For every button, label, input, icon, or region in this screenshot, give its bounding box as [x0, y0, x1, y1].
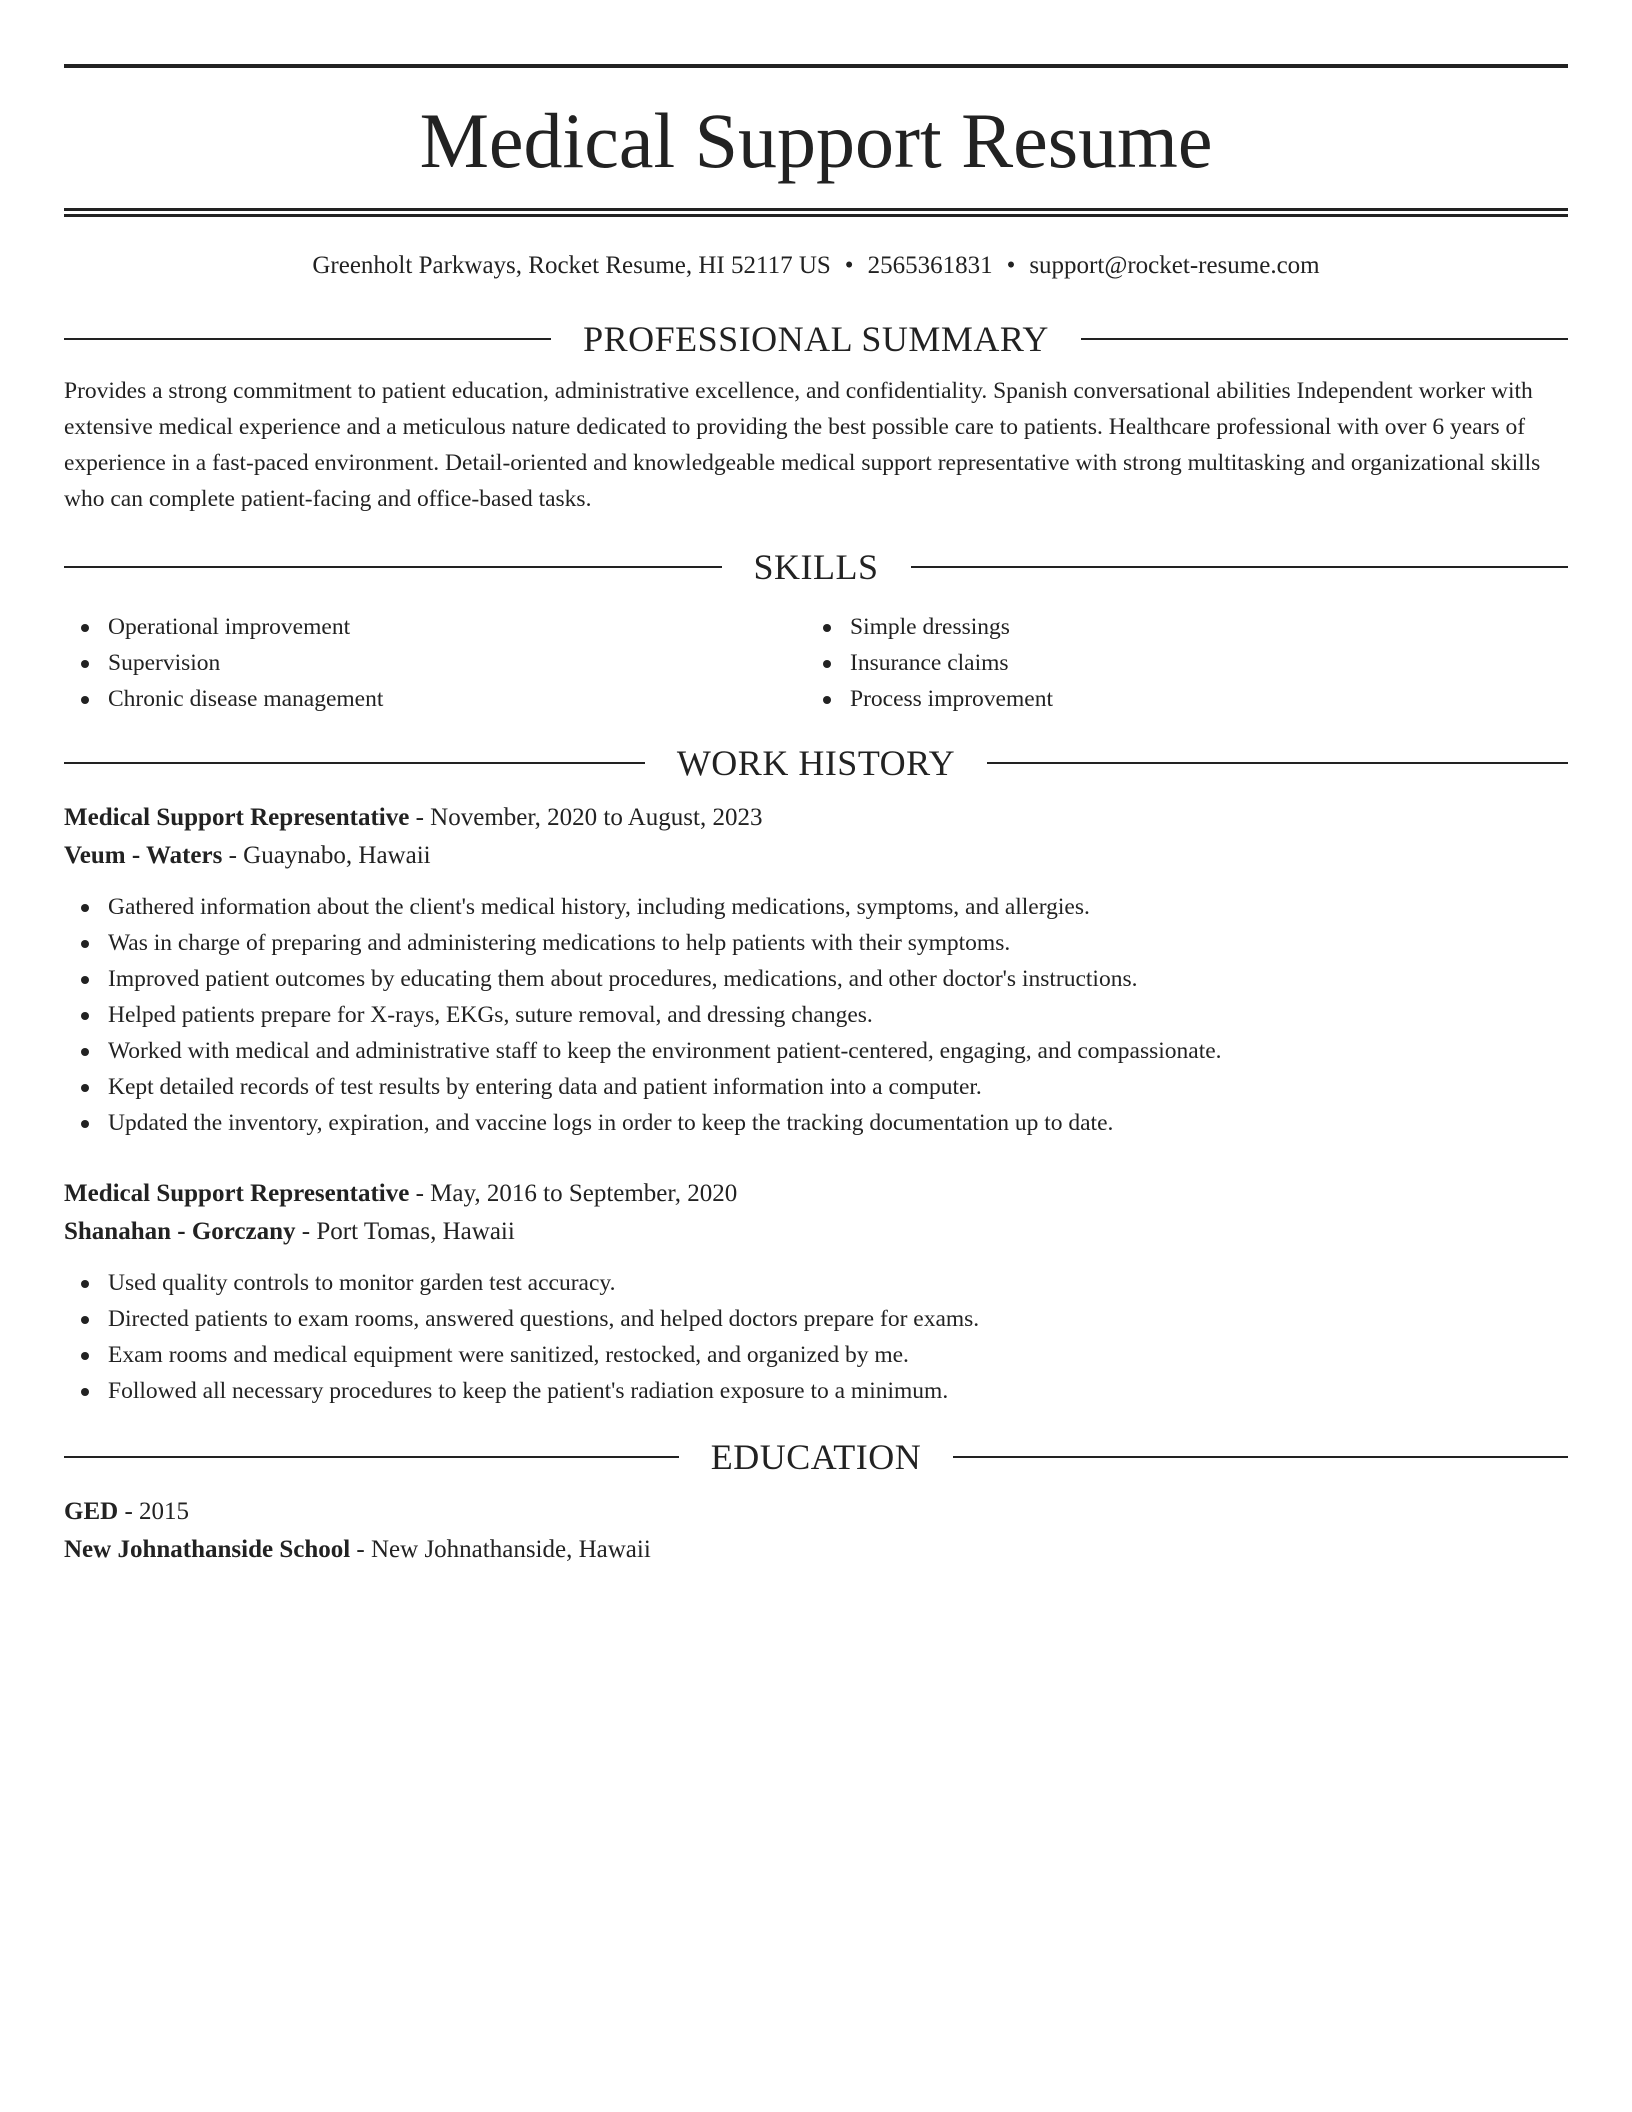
list-item: Updated the inventory, expiration, and vaccine logs in order to keep the tracking documentation up to date.: [64, 1105, 1568, 1141]
section-heading-skills: [64, 547, 1568, 587]
summary-text: Provides a strong commitment to patient education, administrative excellence, and confidentiality. Spanish conversational abilities Independent worker with extensive medical experience and a meticulous nature dedicated to providing the best possible care to patients. Healthcare professional with over 6 years of experience in a fast-paced environment. Detail-oriented and knowledgeable medical support representative with strong multitasking and organizational skills who can complete patient-facing and office-based tasks.: [64, 378, 1541, 512]
job-company: Veum - Waters: [64, 842, 223, 869]
degree: GED: [64, 1498, 119, 1525]
heading-rule: [953, 1456, 1568, 1458]
list-item: Used quality controls to monitor garden test accuracy.: [64, 1265, 1568, 1301]
job-dates: - May, 2016 to September, 2020: [409, 1180, 738, 1207]
school-name: New Johnathanside School: [64, 1536, 351, 1563]
job-bullets: [64, 1265, 1568, 1409]
heading-rule: [64, 338, 551, 340]
skills-list: [64, 609, 1568, 717]
school-line: [64, 1531, 1568, 1569]
heading-rule: [1081, 338, 1568, 340]
education-entry: [64, 1493, 1568, 1569]
job-location: - Guaynabo, Hawaii: [222, 842, 431, 869]
contact-phone: 2565361831: [867, 252, 993, 279]
job-entry: [64, 1175, 1568, 1409]
section-heading-work: [64, 743, 1568, 783]
school-location: - New Johnathanside, Hawaii: [350, 1536, 651, 1563]
job-company-line: [64, 1213, 1568, 1251]
heading-rule: [64, 762, 645, 764]
section-title: PROFESSIONAL SUMMARY: [583, 319, 1049, 359]
contact-line: [64, 251, 1568, 281]
section-title: SKILLS: [753, 547, 879, 587]
degree-line: [64, 1493, 1568, 1531]
skills-column-right: [806, 609, 1548, 717]
list-item: Operational improvement: [64, 609, 806, 645]
job-company-line: [64, 837, 1568, 875]
title-double-rule: [64, 208, 1568, 217]
list-item: Chronic disease management: [64, 681, 806, 717]
top-rule: [64, 64, 1568, 68]
list-item: Insurance claims: [806, 645, 1548, 681]
list-item: Supervision: [64, 645, 806, 681]
job-entry: [64, 799, 1568, 1141]
contact-separator: •: [844, 252, 854, 279]
job-title-line: [64, 1175, 1568, 1213]
job-company: Shanahan - Gorczany: [64, 1218, 296, 1245]
list-item: Followed all necessary procedures to keep the patient's radiation exposure to a minimum.: [64, 1373, 1568, 1409]
section-heading-education: [64, 1437, 1568, 1477]
section-title: WORK HISTORY: [676, 743, 956, 783]
heading-rule: [911, 566, 1569, 568]
job-location: - Port Tomas, Hawaii: [295, 1218, 515, 1245]
list-item: Directed patients to exam rooms, answered questions, and helped doctors prepare for exams.: [64, 1301, 1568, 1337]
skills-column-left: [64, 609, 806, 717]
list-item: Worked with medical and administrative staff to keep the environment patient-centered, engaging, and compassionate.: [64, 1033, 1568, 1069]
list-item: Kept detailed records of test results by entering data and patient information into a computer.: [64, 1069, 1568, 1105]
heading-rule: [987, 762, 1568, 764]
job-title: Medical Support Representative: [64, 1180, 410, 1207]
list-item: Gathered information about the client's medical history, including medications, symptoms, and allergies.: [64, 889, 1568, 925]
section-title: EDUCATION: [710, 1437, 922, 1477]
list-item: Process improvement: [806, 681, 1548, 717]
heading-rule: [64, 1456, 679, 1458]
resume-title: Medical Support Resume: [419, 97, 1213, 184]
job-bullets: [64, 889, 1568, 1141]
job-title: Medical Support Representative: [64, 804, 410, 831]
degree-year: - 2015: [118, 1498, 190, 1525]
contact-address: Greenholt Parkways, Rocket Resume, HI 52117 US: [312, 252, 831, 279]
contact-separator: •: [1006, 252, 1016, 279]
section-heading-summary: [64, 319, 1568, 359]
resume-page: [64, 64, 1568, 1569]
list-item: Exam rooms and medical equipment were sanitized, restocked, and organized by me.: [64, 1337, 1568, 1373]
list-item: Improved patient outcomes by educating them about procedures, medications, and other doctor's instructions.: [64, 961, 1568, 997]
heading-rule: [64, 566, 722, 568]
job-title-line: [64, 799, 1568, 837]
contact-email: support@rocket-resume.com: [1029, 252, 1320, 279]
list-item: Was in charge of preparing and administering medications to help patients with their symptoms.: [64, 925, 1568, 961]
list-item: Helped patients prepare for X-rays, EKGs, suture removal, and dressing changes.: [64, 997, 1568, 1033]
list-item: Simple dressings: [806, 609, 1548, 645]
job-dates: - November, 2020 to August, 2023: [409, 804, 763, 831]
